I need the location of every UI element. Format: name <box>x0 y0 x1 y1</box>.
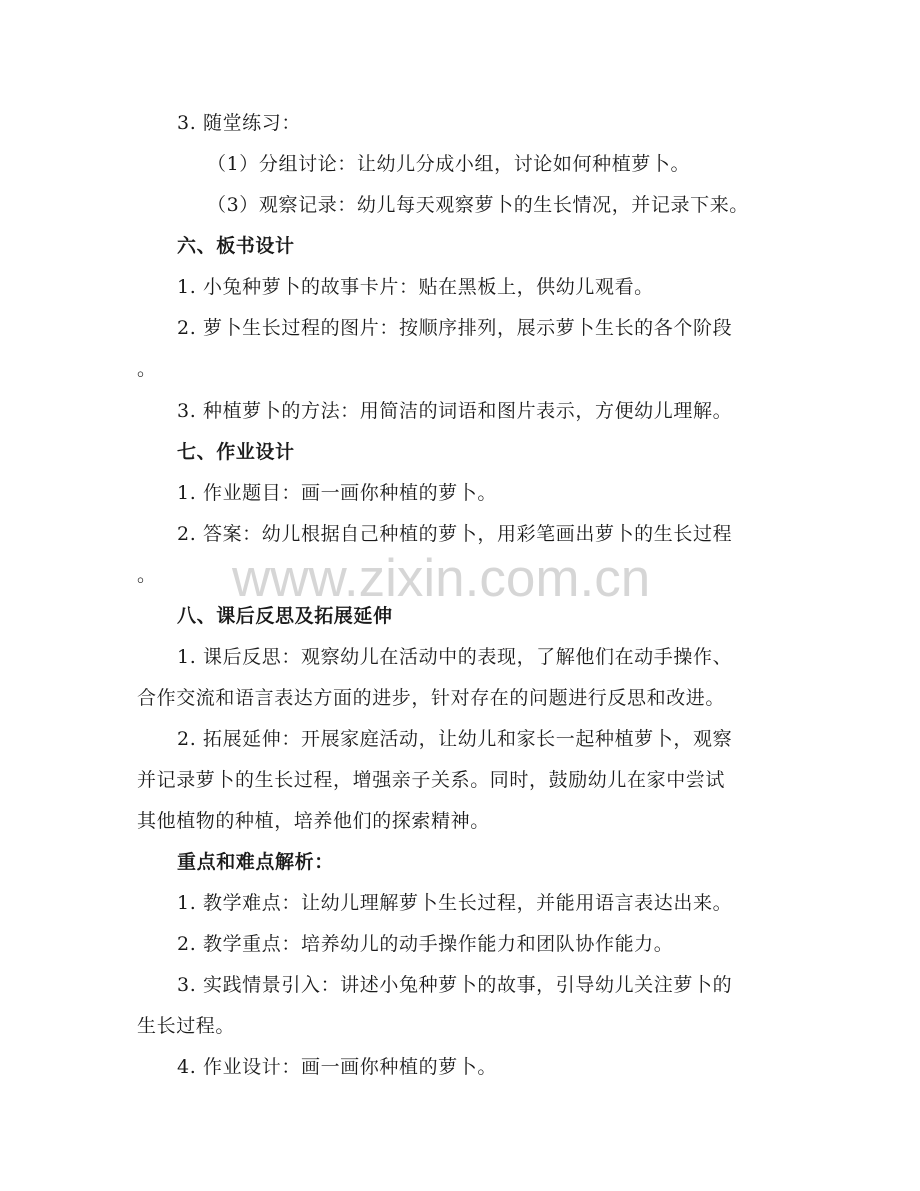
homework-item-2: 2. 答案：幼儿根据自己种植的萝卜，用彩笔画出萝卜的生长过程 <box>177 523 733 545</box>
board-item-2-continuation: 。 <box>137 358 157 380</box>
section-heading-key-points: 重点和难点解析： <box>177 851 334 873</box>
reflection-item-1: 1. 课后反思：观察幼儿在活动中的表现，了解他们在动手操作、 <box>177 646 733 668</box>
key-point-item-3: 3. 实践情景引入：讲述小兔种萝卜的故事，引导幼儿关注萝卜的 <box>177 974 733 996</box>
homework-item-2-continuation: 。 <box>137 564 157 586</box>
board-item-1: 1. 小兔种萝卜的故事卡片：贴在黑板上，供幼儿观看。 <box>177 276 654 298</box>
reflection-item-2: 2. 拓展延伸：开展家庭活动，让幼儿和家长一起种植萝卜，观察 <box>177 728 733 750</box>
practice-heading: 3. 随堂练习： <box>177 112 301 134</box>
section-heading-reflection: 八、课后反思及拓展延伸 <box>177 605 393 627</box>
board-item-3: 3. 种植萝卜的方法：用简洁的词语和图片表示，方便幼儿理解。 <box>177 400 733 422</box>
reflection-item-2-continuation-2: 其他植物的种植，培养他们的探索精神。 <box>137 810 490 832</box>
practice-item-1: （1）分组讨论：让幼儿分成小组，讨论如何种植萝卜。 <box>207 153 691 175</box>
key-point-item-4: 4. 作业设计：画一画你种植的萝卜。 <box>177 1056 497 1078</box>
key-point-item-1: 1. 教学难点：让幼儿理解萝卜生长过程，并能用语言表达出来。 <box>177 892 733 914</box>
reflection-item-2-continuation-1: 并记录萝卜的生长过程，增强亲子关系。同时，鼓励幼儿在家中尝试 <box>137 769 726 791</box>
reflection-item-1-continuation: 合作交流和语言表达方面的进步，针对存在的问题进行反思和改进。 <box>137 687 726 709</box>
key-point-item-2: 2. 教学重点：培养幼儿的动手操作能力和团队协作能力。 <box>177 933 674 955</box>
section-heading-homework: 七、作业设计 <box>177 441 295 463</box>
watermark: www.zixin.com.cn <box>232 549 651 608</box>
homework-item-1: 1. 作业题目：画一画你种植的萝卜。 <box>177 482 497 504</box>
section-heading-board-design: 六、板书设计 <box>177 235 295 257</box>
board-item-2: 2. 萝卜生长过程的图片：按顺序排列，展示萝卜生长的各个阶段 <box>177 317 733 339</box>
key-point-item-3-continuation: 生长过程。 <box>137 1015 236 1037</box>
practice-item-3: （3）观察记录：幼儿每天观察萝卜的生长情况，并记录下来。 <box>207 194 749 216</box>
